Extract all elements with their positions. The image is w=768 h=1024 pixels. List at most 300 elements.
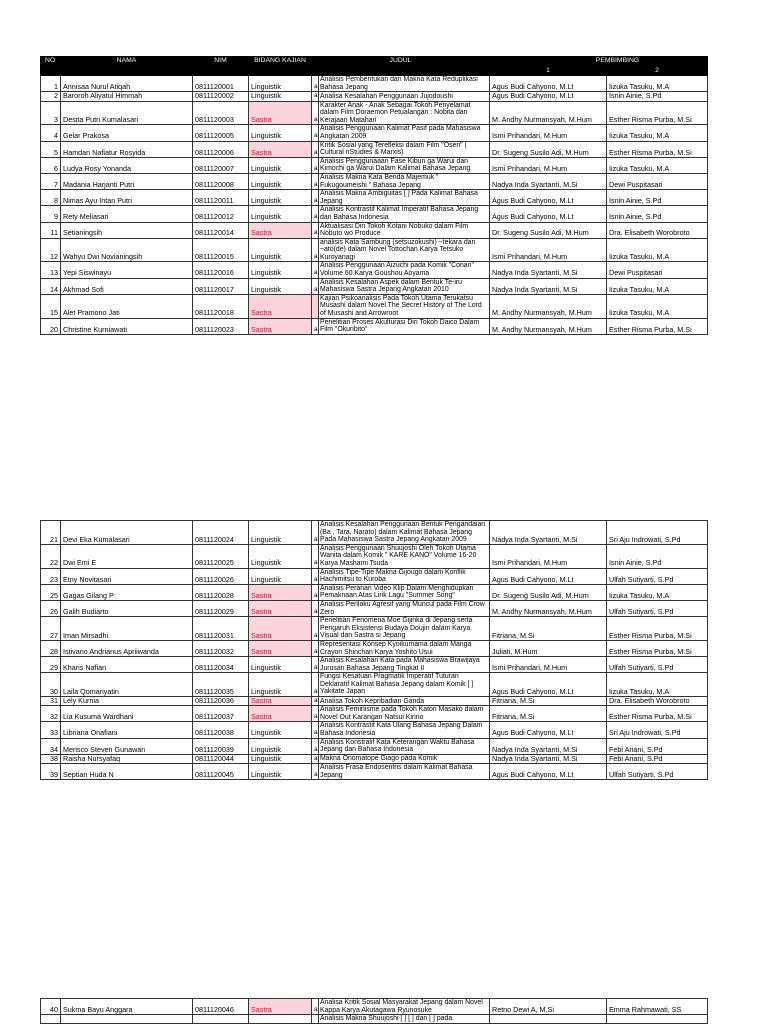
row-number: 5 [41,141,61,157]
student-nim: 0811120003 [193,101,249,125]
row-flag: a [312,754,319,763]
supervisor-1: M. Andhy Nurmansyah, M.Hum [490,318,607,334]
table-row [41,568,708,584]
supervisor-2: Iizuka Tasuku, M.A [607,157,708,173]
student-nim: 0811120014 [193,222,249,238]
row-number: 26 [41,600,61,616]
thesis-title: Analisis Kesalahan Penggunaan Bentuk Pengandaian (Ba , Tara, Narato) dalam Kalimat Bahasa Jepang Pada Mahasiswa Sastra Jepang Angkatan 2009 [319,521,490,545]
table-row [41,125,708,141]
table-row [41,238,708,262]
study-field: Linguistik [249,190,312,206]
row-flag: a [312,584,319,600]
study-field: Sastra [249,294,312,318]
row-flag: a [312,206,319,222]
header-row [41,57,708,67]
row-flag: a [312,262,319,278]
supervisor-2: Isnin Ainie, S.Pd [607,206,708,222]
study-field: Linguistik [249,722,312,738]
student-name: Gelar Prakosa [61,125,193,141]
table-row [41,722,708,738]
row-flag: a [312,101,319,125]
supervisor-2: Isnin Ainie, S.Pd [607,92,708,101]
study-field: Sastra [249,222,312,238]
study-field: Linguistik [249,764,312,780]
table-row [41,101,708,125]
study-field: Sastra [249,999,312,1015]
row-flag: a [312,141,319,157]
supervisor-2: Isnin Ainie, S.Pd [607,190,708,206]
thesis-title: Analisis Kontrastif Kata Ulang Bahasa Jepang Dalam Bahasa Indonesia [319,722,490,738]
header-no: NO [41,57,61,67]
supervisor-2: Dra. Elisabeth Worobroto [607,697,708,706]
student-nim: 0811120011 [193,190,249,206]
supervisor-1: Agus Budi Cahyono, M.Lt [490,673,607,697]
student-nim: 0811120028 [193,584,249,600]
table-row [41,544,708,568]
table-row [41,206,708,222]
supervisor-2: Sri Aju Indrowati, S.Pd [607,521,708,545]
supervisor-1: Dr. Sugeng Susilo Adi, M.Hum [490,222,607,238]
thesis-title: Representasi Konsep Kyoikumama dalam Manga Crayon Shinchan Karya Yoshito Usui [319,640,490,656]
row-flag: a [312,617,319,641]
supervisor-2 [607,1015,708,1024]
thesis-title: Kritik Sosial yang Terefleksi dalam Film "Oseri" ( Cultural nStudies & Marxis) [319,141,490,157]
supervisor-1: Dr. Sugeng Susilo Adi, M.Hum [490,141,607,157]
row-flag: a [312,640,319,656]
supervisor-1: Agus Budi Cahyono, M.Lt [490,568,607,584]
student-name: Raisha Nursyafaq [61,754,193,763]
student-nim: 0811120026 [193,568,249,584]
study-field: Sastra [249,600,312,616]
row-flag: a [312,544,319,568]
thesis-title: Fungsi Kesatuan Pragmatik Imperatif Tuturan Deklaratif Kalimat Bahasa Jepang dalam Komik [ ] Yakitate Japan [319,673,490,697]
row-number [41,1015,61,1024]
supervisor-2: Emma Rahmawati, SS [607,999,708,1015]
supervisor-2: Dewi Puspitasari [607,262,708,278]
row-number: 29 [41,657,61,673]
row-flag: a [312,738,319,754]
student-nim: 0811120037 [193,706,249,722]
thesis-title: Karakter Anak - Anak Sebagai Tokoh Penyelamat dalam Film Doraemon Petualangan : Nobita dan Kerajaan Matahari [319,101,490,125]
study-field: Linguistik [249,521,312,545]
table-row [41,706,708,722]
thesis-title: Analisis Penggunaaan Fase Kibun ga Warui dan Kimochi ga Warui Dalam Kalimat Bahasa Jepang [319,157,490,173]
student-name: Gagas Gilang P [61,584,193,600]
student-nim: 0811120032 [193,640,249,656]
supervisor-1: Nadya Inda Syartanti, M.Si [490,754,607,763]
table-row [41,999,708,1015]
row-number: 13 [41,262,61,278]
supervisor-1: Ismi Prihandari, M.Hum [490,125,607,141]
row-number: 12 [41,238,61,262]
thesis-title: Analisis Makna Kata Benda Majemuk " Fukugoumeishi " Bahasa Jepang [319,173,490,189]
thesis-title: Analisis Perilaku Agresif yang Muncul pada Film Crow Zero [319,600,490,616]
table-row [41,673,708,697]
study-field: Linguistik [249,125,312,141]
student-name: Nimas Ayu Intan Putri [61,190,193,206]
row-flag: a [312,706,319,722]
row-number: 40 [41,999,61,1015]
thesis-title: Penelitian Fenomena Moe Gijinka di Jepang serta Pengaruh Eksistensi Budaya Doujin dalam Karya Visual dan Sastra si Jepang [319,617,490,641]
table-row [41,600,708,616]
student-name: Alet Pramono Jati [61,294,193,318]
thesis-title: Analisis Konstralif Kata Keterangan Waktu Bahasa Jepang dan Bahasa Indonesia [319,738,490,754]
supervisor-1: Nadya Inda Syartanti, M.Si [490,521,607,545]
student-name: Laila Qomariyatin [61,673,193,697]
supervisor-1: Fitriana, M.Si [490,697,607,706]
student-nim: 0811120029 [193,600,249,616]
student-name: Devi Eka Kumalasari [61,521,193,545]
row-number: 3 [41,101,61,125]
supervisor-1: Ismi Prihandari, M.Hum [490,238,607,262]
supervisor-1: Ismi Prihandari, M.Hum [490,657,607,673]
supervisor-1: Nadya Inda Syartanti, M.Si [490,262,607,278]
thesis-title: Analisis Pembentukan dan Makna Kata Reduplikasi Bahasa Jepang [319,76,490,92]
row-flag: a [312,722,319,738]
thesis-title: Analisis Penggunaan Aizuchi pada Komik "Conan" Volume 60 Karya Goushou Aoyama [319,262,490,278]
supervisor-2: Iizuka Tasuku, M.A [607,294,708,318]
thesis-title: Penelitian Proses Akulturasi Diri Tokoh Daico Dalam Film "Okuribito" [319,318,490,334]
supervisor-1: Agus Budi Cahyono, M.Lt [490,764,607,780]
row-flag: a [312,600,319,616]
table-row [41,617,708,641]
study-field: Linguistik [249,206,312,222]
supervisor-2: Iizuka Tasuku, M.A [607,76,708,92]
row-flag: a [312,764,319,780]
row-number: 9 [41,206,61,222]
supervisor-2: Febi Ariani, S.Pd [607,754,708,763]
study-field: Sastra [249,584,312,600]
row-number: 20 [41,318,61,334]
student-name: Setianingsih [61,222,193,238]
supervisor-2: Iizuka Tasuku, M.A [607,584,708,600]
student-name: Sukma Bayu Anggara [61,999,193,1015]
study-field: Sastra [249,101,312,125]
study-field: Sastra [249,617,312,641]
study-field: Linguistik [249,262,312,278]
study-field: Linguistik [249,673,312,697]
supervisor-1: Fitriana, M.Si [490,706,607,722]
row-number: 34 [41,738,61,754]
student-name: Annisaa Nurul Atiqah [61,76,193,92]
row-flag: a [312,697,319,706]
row-flag: a [312,673,319,697]
thesis-title: Analisis Makna Ambiguitas [ ] Pada Kalimat Bahasa Jepang [319,190,490,206]
student-nim: 0811120006 [193,141,249,157]
study-field: Linguistik [249,568,312,584]
header-pembimbing-1: 1 [490,67,607,76]
supervisor-2: Iizuka Tasuku, M.A [607,125,708,141]
study-field: Sastra [249,697,312,706]
row-number: 11 [41,222,61,238]
student-nim: 0811120046 [193,999,249,1015]
row-number: 38 [41,754,61,763]
row-flag: a [312,125,319,141]
row-number: 1 [41,76,61,92]
student-nim: 0811120018 [193,294,249,318]
student-nim: 0811120036 [193,697,249,706]
study-field: Linguistik [249,157,312,173]
student-name: Akhmad Sofi [61,278,193,294]
student-nim: 0811120039 [193,738,249,754]
supervisor-2: Ulfah Sutiyarti, S.Pd [607,657,708,673]
student-nim: 0811120034 [193,657,249,673]
supervisor-1: Agus Budi Cahyono, M.Lt [490,190,607,206]
study-field: Linguistik [249,754,312,763]
student-name: Merisco Steven Gunawan [61,738,193,754]
student-nim: 0811120025 [193,544,249,568]
supervisor-1: Nadya Inda Syartanti, M.Si [490,173,607,189]
student-name: Libriana Onafiani [61,722,193,738]
supervisor-1: Nadya Inda Syartanti, M.Si [490,278,607,294]
row-flag: a [312,238,319,262]
table-row [41,318,708,334]
row-number: 7 [41,173,61,189]
thesis-title: Analisa Kritik Sosial Masyarakat Jepang dalam Novel Kappa Karya Akutagawa Ryunosuke [319,999,490,1015]
supervisor-2: Esther Risma Purba, M.Si [607,318,708,334]
student-nim: 0811120008 [193,173,249,189]
supervisor-1: M. Andhy Nurmansyah, M.Hum [490,600,607,616]
thesis-table-2 [40,520,708,780]
table-row [41,190,708,206]
table-row [41,584,708,600]
table-row [41,640,708,656]
row-number: 30 [41,673,61,697]
thesis-title: Analisis Tipe-Tipe Makna Gijougo dalam Konflik Hachimitsu to Kuroba [319,568,490,584]
student-nim: 0811120023 [193,318,249,334]
table-row [41,521,708,545]
supervisor-2: Ulfah Sutiyarti, S.Pd [607,568,708,584]
student-nim: 0811120031 [193,617,249,641]
thesis-title: Aktualisasi Diri Tokoh Kotani Nobuko dalam Film Nobuto wo Produce [319,222,490,238]
student-nim: 0811120017 [193,278,249,294]
table-row [41,157,708,173]
row-flag: a [312,568,319,584]
student-nim: 0811120001 [193,76,249,92]
study-field: Sastra [249,141,312,157]
header-nim: NIM [193,57,249,67]
supervisor-2: Ulfah Sutiyarti, S.Pd [607,764,708,780]
row-number: 8 [41,190,61,206]
supervisor-2: Esther Risma Purba, M.Si [607,617,708,641]
row-flag: a [312,76,319,92]
thesis-title: Analisis Penggunaan Shuujoshi Oleh Tokoh Utama Wanita dalam Komik " KARE KANO" Volume 16-20 Karya Mashami Tsuda [319,544,490,568]
table-row [41,697,708,706]
row-number: 28 [41,640,61,656]
student-name: Baroroh Aliyatul Himmah [61,92,193,101]
thesis-title: Analisa Kesalahan Penggunaan Jujodoushi [319,92,490,101]
study-field: Linguistik [249,92,312,101]
supervisor-1: Nadya Inda Syartanti, M.Si [490,738,607,754]
student-name: Wahyu Dwi Novianingsih [61,238,193,262]
student-name: Madania Harjanti Putri [61,173,193,189]
supervisor-2: Iizuka Tasuku, M.A [607,673,708,697]
supervisor-1: M. Andhy Nurmansyah, M.Hum [490,294,607,318]
supervisor-2: Esther Risma Purba, M.Si [607,141,708,157]
supervisor-2: Iizuka Tasuku, M.A [607,278,708,294]
student-nim [193,1015,249,1024]
table-row [41,738,708,754]
row-number: 25 [41,584,61,600]
row-flag: a [312,521,319,545]
thesis-title: Analisis Peranan Video Klip Dalam Menghidupkan Pemaknaan Atas Lirik Lagu "Summer Song" [319,584,490,600]
header-pembimbing: PEMBIMBING [490,57,708,67]
row-number: 6 [41,157,61,173]
supervisor-2: Esther Risma Purba, M.Si [607,706,708,722]
header-bidang: BIDANG KAJIAN [249,57,312,67]
student-nim: 0811120044 [193,754,249,763]
student-name: Iman Mirsadhi [61,617,193,641]
row-number: 31 [41,697,61,706]
student-name [61,1015,193,1024]
thesis-title: Kajian Psikoanalisis Pada Tokoh Utama Terukatsu Musashi dalam Novel The Secret History of The Lord of Musashi and Arrowroot [319,294,490,318]
student-name: Christine Kurniawati [61,318,193,334]
student-name: Hamdan Nafiatur Rosyida [61,141,193,157]
row-flag: a [312,657,319,673]
thesis-title: Analisis Frasa Endosentris dalam Kalimat Bahasa Jepang [319,764,490,780]
study-field: Linguistik [249,173,312,189]
row-number: 23 [41,568,61,584]
study-field: Linguistik [249,278,312,294]
thesis-title: Analisis Kesalahan Kata pada Mahasiswa Brawijaya Jurusan Bahasa Jepang Tingkat II [319,657,490,673]
thesis-table-1 [40,56,708,335]
thesis-title: Analisis Kesalahan Aspek dalam Bentuk Te-iru Mahasiswa Sastra Jepang Angkatan 2010 [319,278,490,294]
supervisor-2: Dra. Elisabeth Worobroto [607,222,708,238]
table-row [41,754,708,763]
student-name: Ludya Rosy Yonanda [61,157,193,173]
supervisor-2: Dewi Puspitasari [607,173,708,189]
study-field: Linguistik [249,657,312,673]
row-flag: a [312,92,319,101]
student-nim: 0811120045 [193,764,249,780]
table-row [41,222,708,238]
row-number: 22 [41,544,61,568]
supervisor-1: Fitriana, M.Si [490,617,607,641]
thesis-title: Makna Onomatope Giago pada Komik [319,754,490,763]
row-number: 2 [41,92,61,101]
student-name: Desita Putri Kumalasari [61,101,193,125]
study-field: Linguistik [249,544,312,568]
supervisor-1: Ismi Prihandari, M.Hum [490,157,607,173]
table-row [41,294,708,318]
row-flag: a [312,999,319,1015]
table-row [41,1015,708,1024]
student-name: Kharis Nafian [61,657,193,673]
row-flag [312,1015,319,1024]
thesis-title: Analisis Kontrastif Kalimat Imperatif Bahasa Jepang dan Bahasa Indonesia [319,206,490,222]
study-field [249,1015,312,1024]
student-nim: 0811120005 [193,125,249,141]
row-number: 32 [41,706,61,722]
supervisor-1: Juliati, M.Hum [490,640,607,656]
supervisor-1: Retno Dewi A, M.Si [490,999,607,1015]
supervisor-2: Febi Ariani, S.Pd [607,738,708,754]
header-subrow [41,67,708,76]
supervisor-1: M. Andhy Nurmansyah, M.Hum [490,101,607,125]
row-number: 14 [41,278,61,294]
study-field: Sastra [249,706,312,722]
thesis-table-3 [40,998,708,1024]
supervisor-2: Isnin Ainie, S.Pd [607,544,708,568]
supervisor-1 [490,1015,607,1024]
table-row [41,657,708,673]
supervisor-1: Ismi Prihandari, M.Hum [490,544,607,568]
header-judul: JUDUL [312,57,490,67]
thesis-title: Analisis Feminisme pada Tokoh Katori Masako dalam Novel Out Karangan Natsui Kirino [319,706,490,722]
supervisor-2: Esther Risma Purba, M.Si [607,101,708,125]
row-flag: a [312,190,319,206]
student-nim: 0811120024 [193,521,249,545]
student-nim: 0811120038 [193,722,249,738]
table-row [41,262,708,278]
study-field: Linguistik [249,238,312,262]
supervisor-1: Agus Budi Cahyono, M.Lt [490,206,607,222]
thesis-title: analisis Kata Sambung (setsuzokushi) ~tekara dan ~ato(de) dalam Novel Tottochan Karya Tetsuko Kuroyanagi [319,238,490,262]
table-row [41,76,708,92]
table-row [41,278,708,294]
student-nim: 0811120015 [193,238,249,262]
student-name: Istivano Andrianus Apriiwanda [61,640,193,656]
student-name: Rety Meliasari [61,206,193,222]
table-row [41,764,708,780]
student-nim: 0811120002 [193,92,249,101]
row-number: 39 [41,764,61,780]
supervisor-1: Agus Budi Cahyono, M.Lt [490,92,607,101]
student-name: Lia Kusuma Wardhani [61,706,193,722]
thesis-title: Analisis Penggunaan Kalimat Pasif pada Mahasiswa Angkatan 2009 [319,125,490,141]
row-flag [312,294,319,318]
student-nim: 0811120007 [193,157,249,173]
thesis-title: Analisis Makna Shuujoshi [ ] [ ] dan [ ] pada [319,1015,490,1024]
row-flag: a [312,173,319,189]
table-row [41,173,708,189]
row-number: 33 [41,722,61,738]
study-field: Linguistik [249,76,312,92]
student-name: Galih Budiarto [61,600,193,616]
thesis-title: Analisa Tokoh Kepribadian Ganda [319,697,490,706]
supervisor-2: Sri Aju Indrowati, S.Pd [607,722,708,738]
student-name: Dwi Emi E [61,544,193,568]
student-name: Yepi Siswinayu [61,262,193,278]
row-flag: a [312,278,319,294]
supervisor-1: Agus Budi Cahyono, M.Lt [490,76,607,92]
row-flag: a [312,157,319,173]
student-nim: 0811120035 [193,673,249,697]
study-field: Sastra [249,318,312,334]
header-pembimbing-2: 2 [607,67,708,76]
student-nim: 0811120016 [193,262,249,278]
student-name: Etny Novitasari [61,568,193,584]
study-field: Linguistik [249,738,312,754]
supervisor-2: Esther Risma Purba, M.Si [607,640,708,656]
student-name: Lely Kurnia [61,697,193,706]
study-field: Sastra [249,640,312,656]
supervisor-2: Ulfah Sutiyarti, S.Pd [607,600,708,616]
row-number: 27 [41,617,61,641]
supervisor-2: Iizuka Tasuku, M.A [607,238,708,262]
student-name: Septian Huda N [61,764,193,780]
table-row [41,141,708,157]
row-number: 21 [41,521,61,545]
row-flag: a [312,318,319,334]
supervisor-1: Agus Budi Cahyono, M.Lt [490,722,607,738]
student-nim: 0811120012 [193,206,249,222]
row-number: 15 [41,294,61,318]
header-nama: NAMA [61,57,193,67]
supervisor-1: Dr. Sugeng Susilo Adi, M.Hum [490,584,607,600]
table-row [41,92,708,101]
row-flag: a [312,222,319,238]
